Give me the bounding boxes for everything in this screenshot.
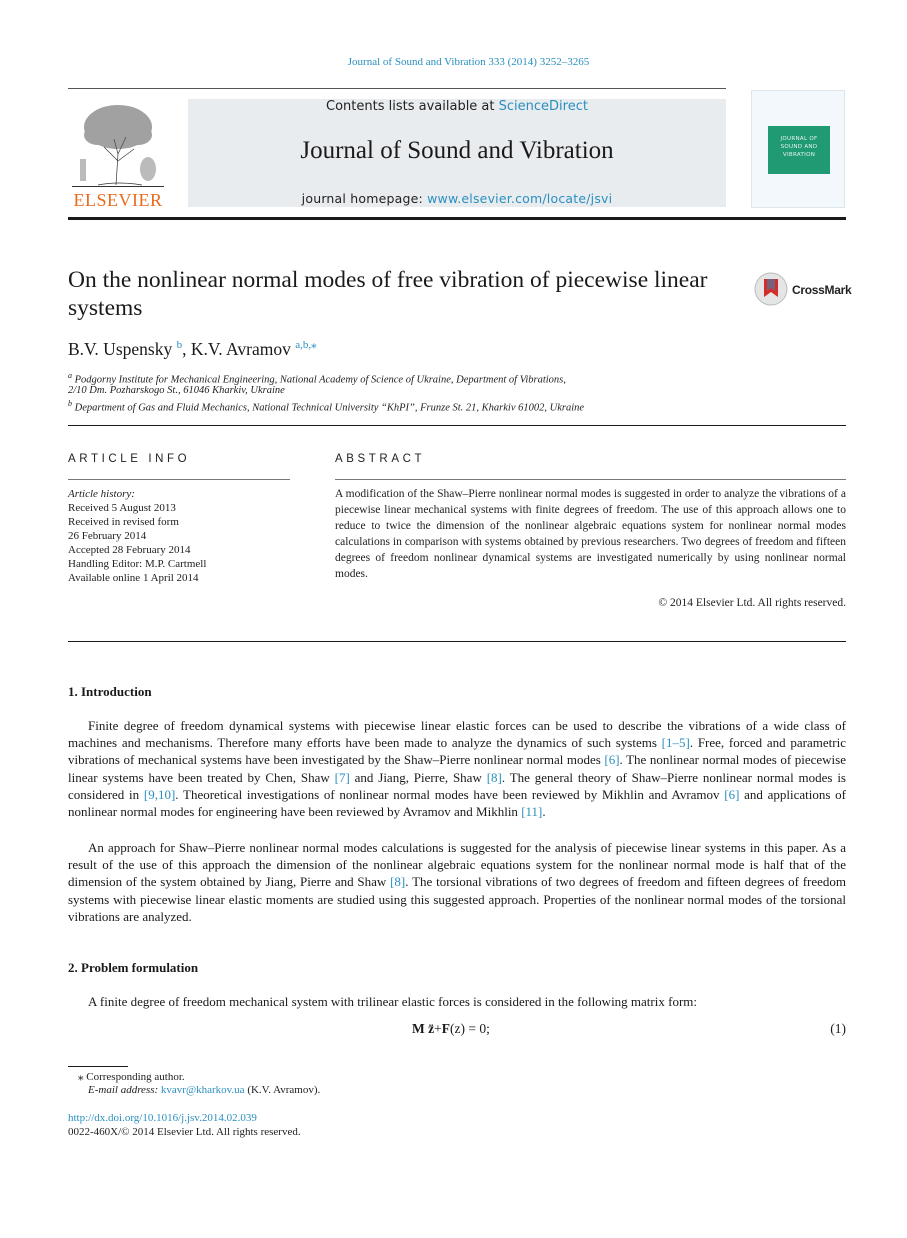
- citation-link[interactable]: [8]: [390, 874, 406, 890]
- contents-prefix: Contents lists available at: [326, 99, 499, 114]
- history-line: Handling Editor: M.P. Cartmell: [68, 558, 207, 570]
- intro-paragraph-1: [68, 717, 846, 820]
- eq-plus: +: [434, 1021, 442, 1036]
- email-label: E-mail address:: [88, 1084, 161, 1096]
- equation-1: [412, 1021, 490, 1037]
- text-run: An approach for Shaw–Pierre nonlinear normal modes calculations is suggested for the analysis of piecewise linear systems in this paper. As a result of the use of this approach the dimension of the nonlinear algebraic equations system for the nonlinear normal mode is half that of the dimension of the system obtained by Jiang, Pierre and Shaw: [68, 840, 846, 890]
- text-run: . Theoretical investigations of nonlinear normal modes have been reviewed by Mikhlin and Avramov: [175, 786, 725, 802]
- issn-line: 0022-460X/© 2014 Elsevier Ltd. All rights reserved.: [68, 1126, 301, 1138]
- problem-paragraph-1: A finite degree of freedom mechanical system with trilinear elastic forces is considered in the following matrix form:: [88, 994, 697, 1009]
- intro-paragraph-2: [68, 839, 846, 925]
- history-line: 26 February 2014: [68, 530, 147, 542]
- citation-link[interactable]: [7]: [334, 769, 350, 785]
- history-line: Received in revised form: [68, 516, 179, 528]
- text-run: .: [542, 804, 546, 820]
- homepage-line: [188, 191, 726, 206]
- equation-number: (1): [830, 1021, 846, 1036]
- affiliation-a-line1: Podgorny Institute for Mechanical Engineering, National Academy of Science of Ukraine, Department of Vibrations,: [74, 374, 566, 386]
- abstract-heading: ABSTRACT: [335, 453, 426, 465]
- history-title: Article history:: [68, 488, 135, 500]
- journal-cover-green-panel: [768, 126, 830, 174]
- affiliation-b-line: Department of Gas and Fluid Mechanics, National Technical University “KhPI”, Frunze St. 21, Kharkiv 61002, Ukraine: [74, 402, 585, 414]
- article-history: [68, 487, 206, 585]
- author-affil-marks[interactable]: a,b,⁎: [295, 339, 317, 351]
- author-name: B.V. Uspensky: [68, 338, 173, 359]
- abstract-rule: [335, 479, 846, 480]
- email-suffix: (K.V. Avramov).: [244, 1084, 321, 1096]
- header-top-rule: [68, 88, 726, 89]
- footnote-rule: [68, 1066, 128, 1067]
- citation-link[interactable]: [1–5]: [661, 735, 690, 751]
- affiliation-a-line2: 2/10 Dm. Pozharskogo St., 61046 Kharkiv, Ukraine: [68, 385, 285, 396]
- crossmark-label[interactable]: CrossMark: [792, 283, 852, 297]
- journal-citation[interactable]: Journal of Sound and Vibration 333 (2014) 3252–3265: [347, 56, 590, 68]
- header-thick-rule: [68, 217, 846, 220]
- abstract-text: A modification of the Shaw–Pierre nonlinear normal modes is suggested in order to analyze the vibrations of a piecewise linear mechanical systems with finite degrees of freedom. The use of this approach allows one to reduce to twice the dimension of the nonlinear algebraic equations system for nonlinear normal modes calculations in comparison with systems obtained by previous researchers. Two degrees of freedom and fifteen degrees of freedom nonlinear dynamical systems are investigated numerically by using nonlinear normal modes.: [335, 488, 846, 580]
- history-line: Accepted 28 February 2014: [68, 544, 191, 556]
- article-title: On the nonlinear normal modes of free vibration of piecewise linear systems: [68, 267, 708, 321]
- section-heading-problem-formulation: 2. Problem formulation: [68, 960, 199, 975]
- email-link[interactable]: kvavr@kharkov.ua: [160, 1084, 245, 1096]
- eq-ddot-z: z̈: [428, 1021, 435, 1036]
- text-run: . The torsional vibrations of two degrees of freedom and fifteen degrees of freedom systems with piecewise linear elastic moments are studied using this suggested approach. Properties of the nonlinear normal modes of the torsional vibrations are analyzed.: [68, 874, 846, 924]
- citation-link[interactable]: [11]: [521, 804, 543, 820]
- text-run: . The general theory of Shaw–Pierre nonlinear normal modes is considered in: [68, 769, 846, 802]
- author-separator: ,: [182, 338, 191, 359]
- affiliation-mark: b: [68, 399, 72, 408]
- text-run: . The nonlinear normal modes of piecewise linear systems have been treated by Chen, Shaw: [68, 752, 846, 785]
- eq-matrix-M: M: [412, 1021, 425, 1036]
- text-run: and Jiang, Pierre, Shaw: [349, 769, 487, 785]
- journal-title: Journal of Sound and Vibration: [300, 137, 614, 164]
- text-run: Finite degree of freedom dynamical systems with piecewise linear elastic forces can be used to describe the vibrations of a wide class of machines and mechanisms. Therefore many efforts have been made to analyze the dynamics of such systems: [68, 718, 846, 751]
- cover-title: JOURNAL OF SOUND AND VIBRATION: [780, 136, 818, 158]
- citation-link[interactable]: [6]: [724, 786, 740, 802]
- text-run: and applications of nonlinear normal modes for engineering have been reviewed by Avramov and Mikhlin: [68, 786, 846, 820]
- citation-link[interactable]: [6]: [604, 752, 620, 768]
- eq-rhs: = 0;: [464, 1021, 490, 1036]
- contents-line: [188, 99, 726, 114]
- citation-link[interactable]: [8]: [486, 769, 502, 785]
- history-line: Available online 1 April 2014: [68, 572, 199, 584]
- elsevier-wordmark: ELSEVIER: [73, 190, 163, 210]
- affiliation-a: [68, 371, 566, 386]
- affiliation-mark: a: [68, 371, 72, 380]
- affiliation-rule: [68, 425, 846, 426]
- affiliation-b: [68, 399, 584, 414]
- abstract-end-rule: [68, 641, 846, 642]
- author-name: K.V. Avramov: [190, 338, 291, 359]
- text-run: . Free, forced and parametric vibrations of mechanical systems have been investigated by the Shaw–Pierre nonlinear normal modes: [68, 735, 846, 768]
- authors-line: [68, 338, 317, 360]
- abstract-copyright: © 2014 Elsevier Ltd. All rights reserved.: [658, 597, 846, 609]
- corresponding-author-note: ⁎ Corresponding author.: [78, 1071, 185, 1083]
- doi-link[interactable]: http://dx.doi.org/10.1016/j.jsv.2014.02.039: [68, 1112, 257, 1124]
- email-note: [88, 1084, 320, 1096]
- homepage-link[interactable]: www.elsevier.com/locate/jsvi: [427, 191, 613, 206]
- citation-link[interactable]: [9,10]: [143, 786, 176, 802]
- eq-arg: (z): [450, 1021, 465, 1036]
- section-heading-introduction: 1. Introduction: [68, 684, 152, 699]
- author-affil-marks[interactable]: b: [176, 339, 183, 351]
- article-info-heading: ARTICLE INFO: [68, 453, 191, 465]
- eq-F: F: [441, 1021, 450, 1036]
- article-info-rule: [68, 479, 290, 480]
- history-line: Received 5 August 2013: [68, 502, 176, 514]
- sciencedirect-link[interactable]: ScienceDirect: [498, 99, 588, 114]
- homepage-prefix: journal homepage:: [301, 191, 428, 206]
